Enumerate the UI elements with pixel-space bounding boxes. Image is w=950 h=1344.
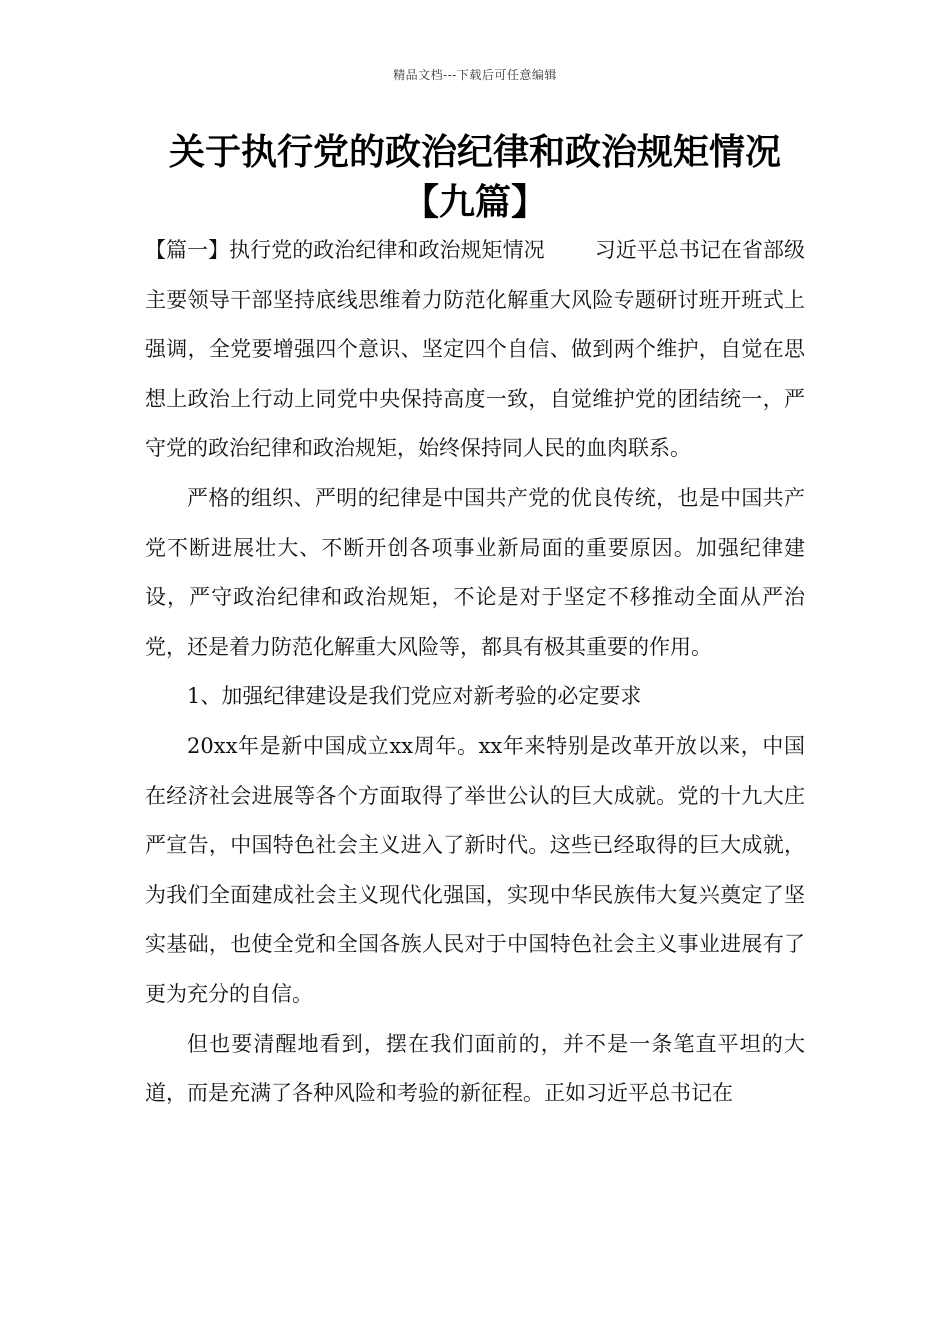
document-title bbox=[60, 128, 890, 228]
title-line-1: 关于执行党的政治纪律和政治规矩情况 bbox=[168, 132, 781, 173]
subheading-1: 1、加强纪律建设是我们党应对新考验的必定要求 bbox=[187, 684, 642, 709]
paragraph-2: 严格的组织、严明的纪律是中国共产党的优良传统，也是中国共产党不断进展壮大、不断开创各项事业新局面的重要原因。加强纪律建设，严守政治纪律和政治规矩，不论是对于坚定不移推动全面从严治党，还是着力防范化解重大风险等，都具有极其重要的作用。 bbox=[145, 485, 805, 659]
paragraph-4: 但也要清醒地看到，摆在我们面前的，并不是一条笔直平坦的大道，而是充满了各种风险和考验的新征程。正如习近平总书记在 bbox=[145, 1031, 805, 1106]
paragraph-1 bbox=[145, 226, 805, 474]
paragraph-1-text: 习近平总书记在省部级主要领导干部坚持底线思维着力防范化解重大风险专题研讨班开班式上强调，全党要增强四个意识、坚定四个自信、做到两个维护，自觉在思想上政治上行动上同党中央保持高度一致，自觉维护党的团结统一，严守党的政治纪律和政治规矩，始终保持同人民的血肉联系。 bbox=[145, 238, 806, 461]
section-heading: 【篇一】执行党的政治纪律和政治规矩情况 bbox=[145, 238, 545, 262]
document-body bbox=[145, 226, 805, 1119]
paragraph-3: 20xx年是新中国成立xx周年。xx年来特别是改革开放以来，中国在经济社会进展等各个方面取得了举世公认的巨大成就。党的十九大庄严宣告，中国特色社会主义进入了新时代。这些已经取得的巨大成就，为我们全面建成社会主义现代化强国，实现中华民族伟大复兴奠定了坚实基础，也使全党和全国各族人民对于中国特色社会主义事业进展有了更为充分的自信。 bbox=[145, 733, 805, 1006]
title-line-2: 【九篇】 bbox=[402, 182, 547, 223]
header-note: 精品文档---下载后可任意编辑 bbox=[393, 68, 557, 82]
